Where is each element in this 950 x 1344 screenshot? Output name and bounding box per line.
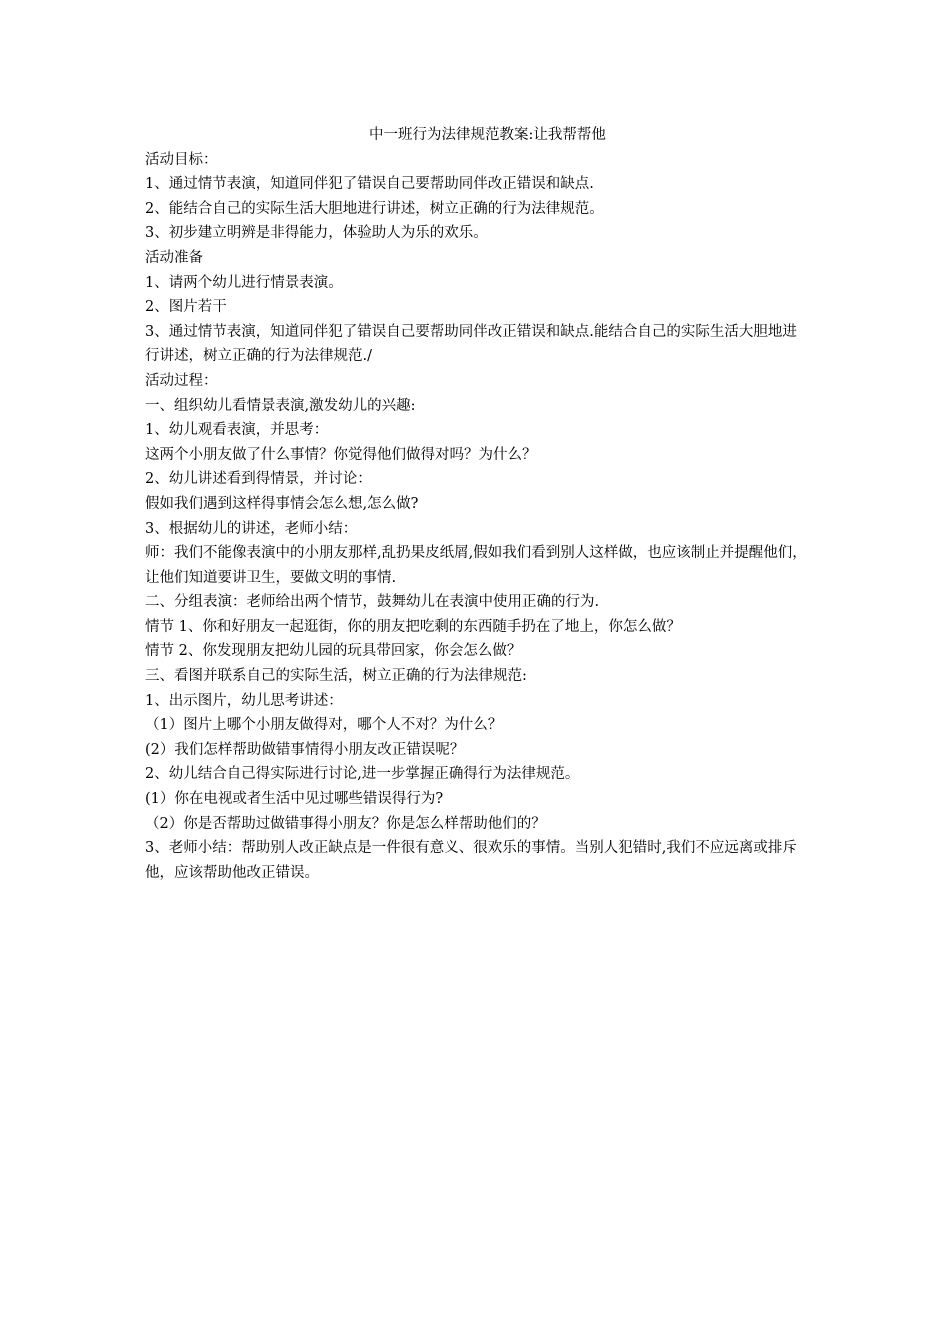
text-line: 2、幼儿讲述看到得情景，并讨论： [145, 471, 372, 488]
text-line: 1、幼儿观看表演，并思考： [145, 422, 329, 439]
text-line: 3、通过情节表演，知道同伴犯了错误自己要帮助同伴改正错误和缺点.能结合自己的实际生活大胆地进行讲述，树立正确的行为法律规范./ [145, 323, 797, 365]
text-line: 这两个小朋友做了什么事情？你觉得他们做得对吗？为什么？ [145, 446, 537, 463]
text-line: 1、通过情节表演，知道同伴犯了错误自己要帮助同伴改正错误和缺点. [145, 176, 594, 193]
text-line: 情节 2、你发现朋友把幼儿园的玩具带回家，你会怎么做？ [145, 643, 522, 660]
text-line: 1、出示图片，幼儿思考讲述： [145, 692, 343, 709]
text-line: 三、看图并联系自己的实际生活，树立正确的行为法律规范: [145, 668, 527, 685]
text-line: 3、初步建立明辨是非得能力，体验助人为乐的欢乐。 [145, 225, 488, 242]
text-line: 活动过程： [145, 372, 218, 389]
text-line: （2）你是否帮助过做错事得小朋友？你是怎么样帮助他们的？ [145, 815, 546, 832]
text-line: 2、能结合自己的实际生活大胆地进行讲述，树立正确的行为法律规范。 [145, 200, 604, 217]
text-line: （1）图片上哪个小朋友做得对，哪个人不对？为什么？ [145, 717, 503, 734]
text-line: 假如我们遇到这样得事情会怎么想,怎么做? [145, 495, 419, 512]
text-line: 1、请两个幼儿进行情景表演。 [145, 274, 343, 291]
document-title: 中一班行为法律规范教案:让我帮帮他 [369, 127, 606, 143]
text-line: (2）我们怎样帮助做错事情得小朋友改正错误呢？ [145, 741, 465, 758]
text-line: 活动准备 [145, 249, 203, 266]
text-line: 活动目标： [145, 151, 218, 168]
text-line: 一、组织幼儿看情景表演,激发幼儿的兴趣: [145, 397, 416, 414]
document-body [145, 123, 810, 885]
text-line: 3、根据幼儿的讲述，老师小结： [145, 520, 358, 537]
text-line: 二、分组表演：老师给出两个情节，鼓舞幼儿在表演中使用正确的行为. [145, 594, 600, 611]
text-line: 2、图片若干 [145, 299, 227, 316]
text-line: 师：我们不能像表演中的小朋友那样,乱扔果皮纸屑,假如我们看到别人这样做，也应该制止并提醒他们，让他们知道要讲卫生，要做文明的事情. [145, 545, 807, 586]
text-line: 3、老师小结：帮助别人改正缺点是一件很有意义、很欢乐的事情。当别人犯错时,我们不应远离或排斥他，应该帮助他改正错误。 [145, 840, 797, 881]
text-line: 2、幼儿结合自己得实际进行讨论,进一步掌握正确得行为法律规范。 [145, 766, 580, 783]
text-line: 情节 1、你和好朋友一起逛街，你的朋友把吃剩的东西随手扔在了地上，你怎么做？ [145, 618, 681, 635]
text-line: (1）你在电视或者生活中见过哪些错误得行为? [145, 791, 444, 808]
